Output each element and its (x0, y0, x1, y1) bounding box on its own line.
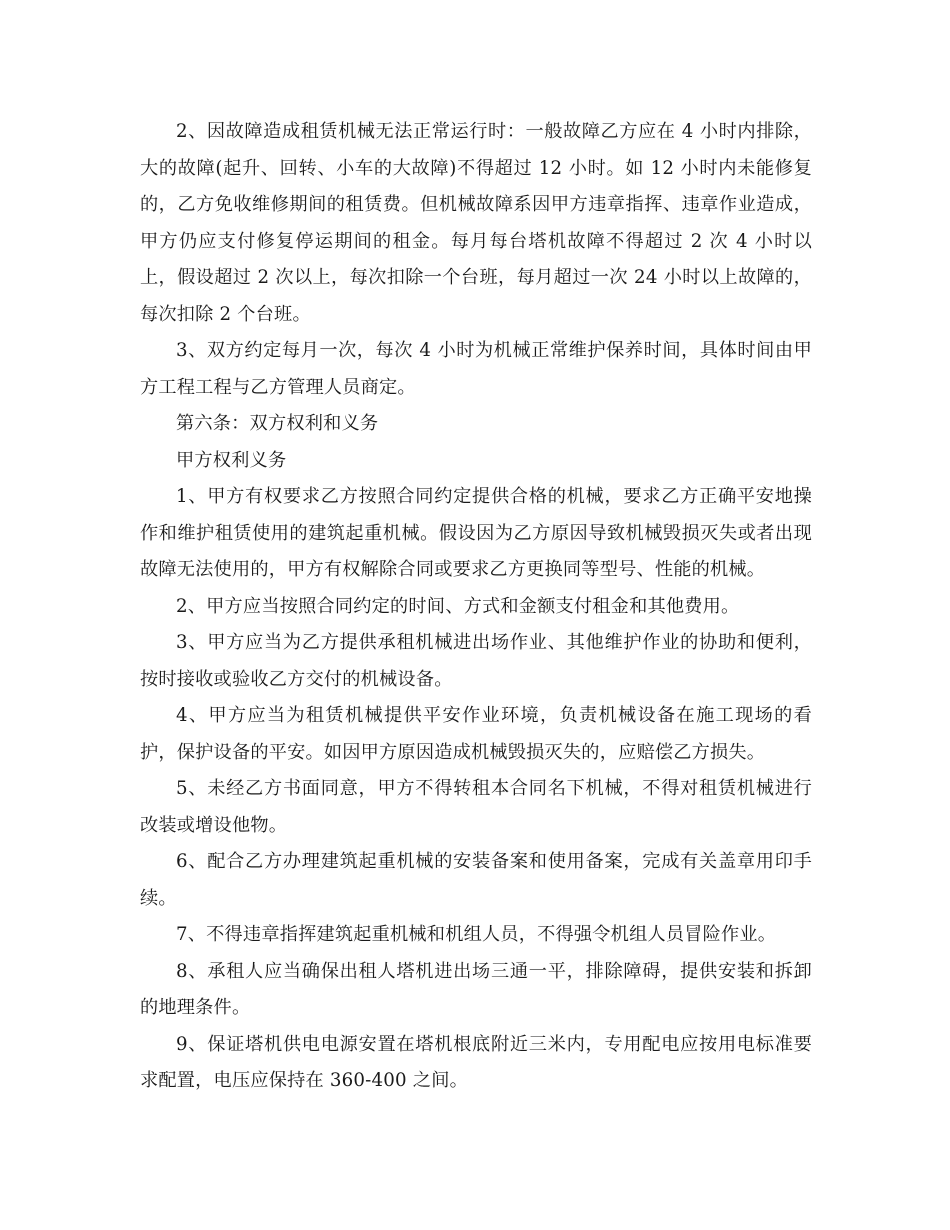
paragraph-item-7: 7、不得违章指挥建筑起重机械和机组人员，不得强令机组人员冒险作业。 (176, 924, 777, 945)
paragraph-item-3: 3、甲方应当为乙方提供承租机械进出场作业、其他维护作业的协助和便利，按时接收或验收乙方交付的机械设备。 (140, 632, 812, 690)
paragraph-item-5: 5、未经乙方书面同意，甲方不得转租本合同名下机械，不得对租赁机械进行改装或增设他物。 (140, 778, 812, 836)
article-six-heading: 第六条：双方权利和义务 (176, 413, 379, 434)
paragraph-item-4: 4、甲方应当为租赁机械提供平安作业环境，负责机械设备在施工现场的看护，保护设备的平安。如因甲方原因造成机械毁损灭失的，应赔偿乙方损失。 (140, 705, 812, 763)
paragraph-item-1: 1、甲方有权要求乙方按照合同约定提供合格的机械，要求乙方正确平安地操作和维护租赁使用的建筑起重机械。假设因为乙方原因导致机械毁损灭失或者出现故障无法使用的，甲方有权解除合同或要求乙方更换同等型号、性能的机械。 (140, 486, 812, 580)
paragraph-item-6: 6、配合乙方办理建筑起重机械的安装备案和使用备案，完成有关盖章用印手续。 (140, 851, 812, 909)
paragraph-item-8: 8、承租人应当确保出租人塔机进出场三通一平，排除障碍，提供安装和拆卸的地理条件。 (140, 960, 812, 1018)
paragraph-maintenance-schedule: 3、双方约定每月一次，每次 4 小时为机械正常维护保养时间，具体时间由甲方工程工程与乙方管理人员商定。 (140, 340, 812, 398)
paragraph-item-2: 2、甲方应当按照合同约定的时间、方式和金额支付租金和其他费用。 (176, 595, 740, 617)
paragraph-item-9: 9、保证塔机供电电源安置在塔机根底附近三米内，专用配电应按用电标准要求配置，电压应保持在 360-400 之间。 (140, 1033, 812, 1091)
party-a-rights-heading: 甲方权利义务 (176, 449, 287, 471)
paragraph-fault-repair: 2、因故障造成租赁机械无法正常运行时：一般故障乙方应在 4 小时内排除，大的故障(起升、回转、小车的大故障)不得超过 12 小时。如 12 小时内未能修复的，乙方免收维修期间的租赁费。但机械故障系因甲方违章指挥、违章作业造成，甲方仍应支付修复停运期间的租金。每月每台塔机故障不得超过 2 次 4 小时以上，假设超过 2 次以上，每次扣除一个台班，每月超过一次 24 小时以上故障的，每次扣除 2 个台班。 (140, 121, 812, 325)
document-body (140, 114, 812, 1100)
